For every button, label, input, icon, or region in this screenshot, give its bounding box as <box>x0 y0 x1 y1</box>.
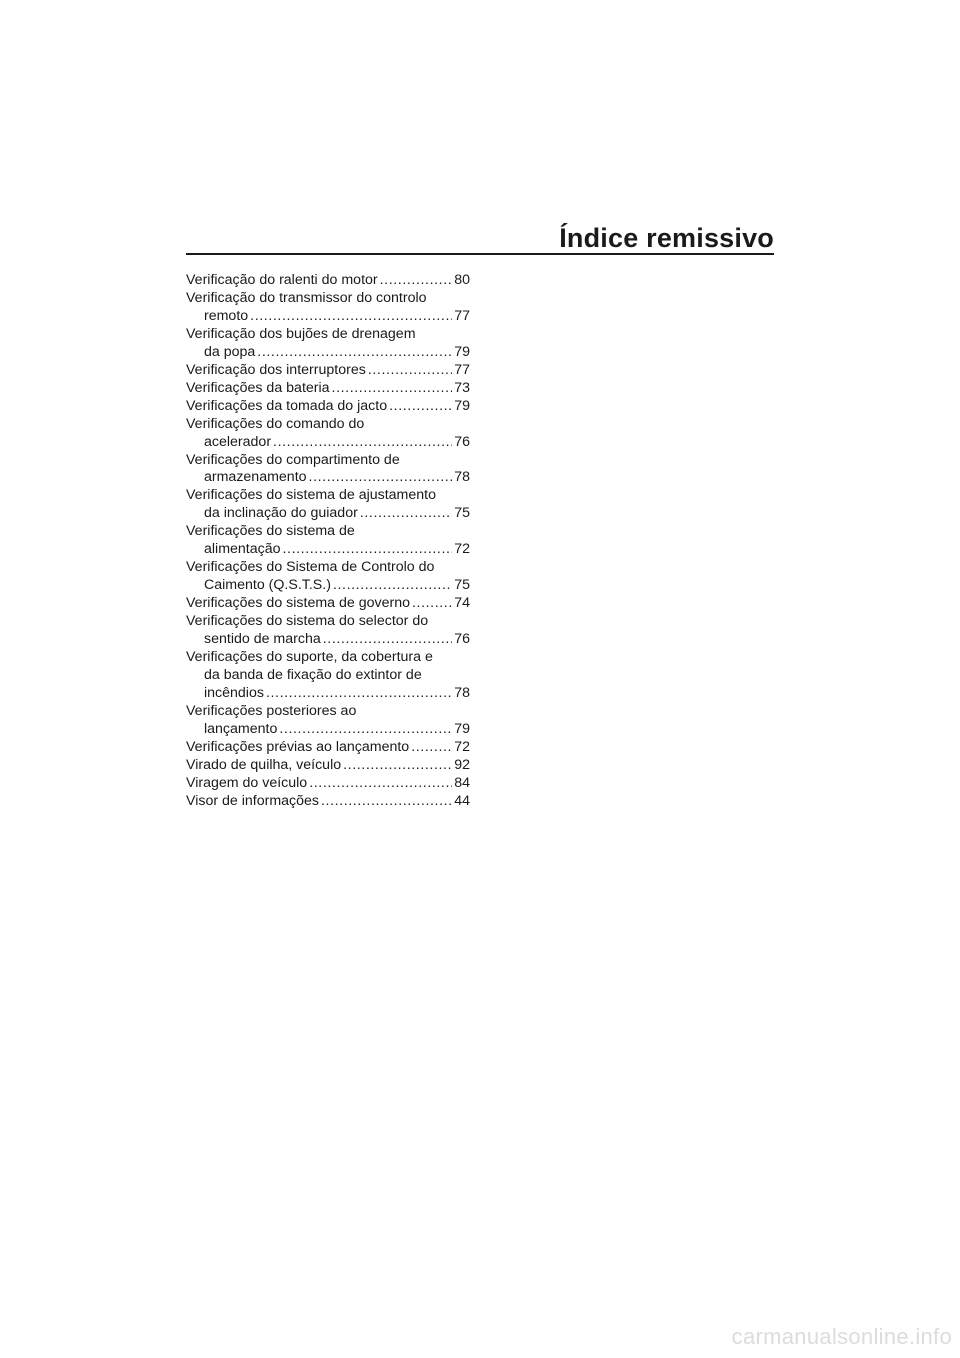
index-entry <box>186 416 470 452</box>
page-number: 73 <box>454 379 470 396</box>
index-entry <box>186 487 470 523</box>
page-number: 75 <box>454 577 470 594</box>
dot-leader <box>250 308 452 326</box>
entry-text: da popa <box>204 343 256 360</box>
entry-text: Verificação do ralenti do motor <box>186 272 378 288</box>
index-entry <box>186 613 470 649</box>
index-entry <box>186 523 470 559</box>
page-number: 78 <box>454 684 470 701</box>
entry-row <box>186 505 470 523</box>
entry-text: Viragem do veículo <box>186 774 308 791</box>
index-list <box>186 272 470 811</box>
page-title: Índice remissivo <box>559 223 774 253</box>
dot-leader <box>343 757 452 775</box>
dot-leader <box>412 595 452 613</box>
page-number: 72 <box>454 541 470 558</box>
entry-text: acelerador <box>204 433 272 450</box>
entry-row <box>186 434 470 452</box>
page-header <box>186 222 774 256</box>
entry-text: remoto <box>204 307 249 324</box>
entry-text: Verificações do sistema do selector do <box>186 613 429 630</box>
index-entry <box>186 559 470 595</box>
dot-leader <box>266 685 452 703</box>
entry-row <box>186 344 470 362</box>
entry-row <box>186 308 470 326</box>
dot-leader <box>309 469 453 487</box>
entry-text: Virado de quilha, veículo <box>186 756 342 773</box>
entry-text: Verificações do comando do <box>186 415 365 432</box>
page-number: 79 <box>454 720 470 737</box>
page-number: 76 <box>454 631 470 648</box>
index-entry <box>186 398 470 416</box>
index-entry <box>186 362 470 380</box>
index-entry <box>186 272 470 290</box>
page-number: 79 <box>454 397 470 414</box>
index-entry <box>186 326 470 362</box>
dot-leader <box>360 505 452 523</box>
page-number: 72 <box>454 738 470 755</box>
dot-leader <box>368 362 452 380</box>
index-entry <box>186 595 470 613</box>
entry-text: Verificações posteriores ao <box>186 702 357 719</box>
page-number: 80 <box>454 272 470 288</box>
watermark: carmanualsonline.info <box>731 1324 952 1349</box>
entry-row <box>186 721 470 739</box>
page-number: 78 <box>454 469 470 486</box>
entry-row <box>186 398 470 416</box>
dot-leader <box>273 434 452 452</box>
entry-text: Verificação dos bujões de drenagem <box>186 325 416 342</box>
entry-text: alimentação <box>204 541 281 558</box>
entry-row <box>186 631 470 649</box>
entry-text: Verificações da tomada do jacto <box>186 397 388 414</box>
entry-text: da banda de fixação do extintor de <box>204 666 422 683</box>
index-entry <box>186 290 470 326</box>
entry-text: sentido de marcha <box>204 631 321 648</box>
entry-row <box>186 739 470 757</box>
entry-text: Verificações do sistema de ajustamento <box>186 487 436 504</box>
dot-leader <box>283 541 453 559</box>
entry-text: da inclinação do guiador <box>204 505 358 522</box>
dot-leader <box>389 398 452 416</box>
index-entry <box>186 775 470 793</box>
entry-row <box>186 362 470 380</box>
index-entry <box>186 649 470 703</box>
page-number: 79 <box>454 343 470 360</box>
dot-leader <box>321 793 452 811</box>
entry-row <box>186 469 470 487</box>
index-entry <box>186 757 470 775</box>
dot-leader <box>323 631 452 649</box>
entry-text: Verificações prévias ao lançamento <box>186 738 410 755</box>
entry-row <box>186 541 470 559</box>
entry-text: armazenamento <box>204 469 307 486</box>
entry-row <box>186 685 470 703</box>
page-number: 44 <box>454 792 470 809</box>
index-entry <box>186 793 470 811</box>
index-entry <box>186 380 470 398</box>
page-number: 92 <box>454 756 470 773</box>
entry-text: Verificações do compartimento de <box>186 451 400 468</box>
entry-row <box>186 272 470 290</box>
index-entry <box>186 452 470 488</box>
entry-text: Verificações do sistema de governo <box>186 595 410 612</box>
page-number: 77 <box>454 361 470 378</box>
entry-text: Caimento (Q.S.T.S.) <box>204 577 331 594</box>
dot-leader <box>279 721 452 739</box>
dot-leader <box>257 344 452 362</box>
page-number: 77 <box>454 307 470 324</box>
entry-text: Visor de informações <box>186 792 320 809</box>
index-entry <box>186 703 470 739</box>
entry-text: Verificação dos interruptores <box>186 361 366 378</box>
entry-text: Verificações do sistema de <box>186 523 355 540</box>
page-number: 84 <box>454 774 470 791</box>
entry-text: Verificação do transmissor do controlo <box>186 289 427 306</box>
entry-row <box>186 793 470 811</box>
page-number: 76 <box>454 433 470 450</box>
entry-row <box>186 595 470 613</box>
entry-text: Verificações do Sistema de Controlo do <box>186 559 435 576</box>
entry-text: lançamento <box>204 720 278 737</box>
title-rule <box>186 253 774 255</box>
entry-text: Verificações do suporte, da cobertura e <box>186 649 433 666</box>
dot-leader <box>380 272 453 290</box>
entry-text: incêndios <box>204 684 264 701</box>
dot-leader <box>332 380 453 398</box>
page-number: 75 <box>454 505 470 522</box>
dot-leader <box>309 775 452 793</box>
dot-leader <box>333 577 452 595</box>
entry-row <box>186 577 470 595</box>
entry-row <box>186 380 470 398</box>
entry-row <box>186 775 470 793</box>
index-entry <box>186 739 470 757</box>
entry-text: Verificações da bateria <box>186 379 330 396</box>
page-number: 74 <box>454 595 470 612</box>
entry-row <box>186 757 470 775</box>
dot-leader <box>411 739 452 757</box>
